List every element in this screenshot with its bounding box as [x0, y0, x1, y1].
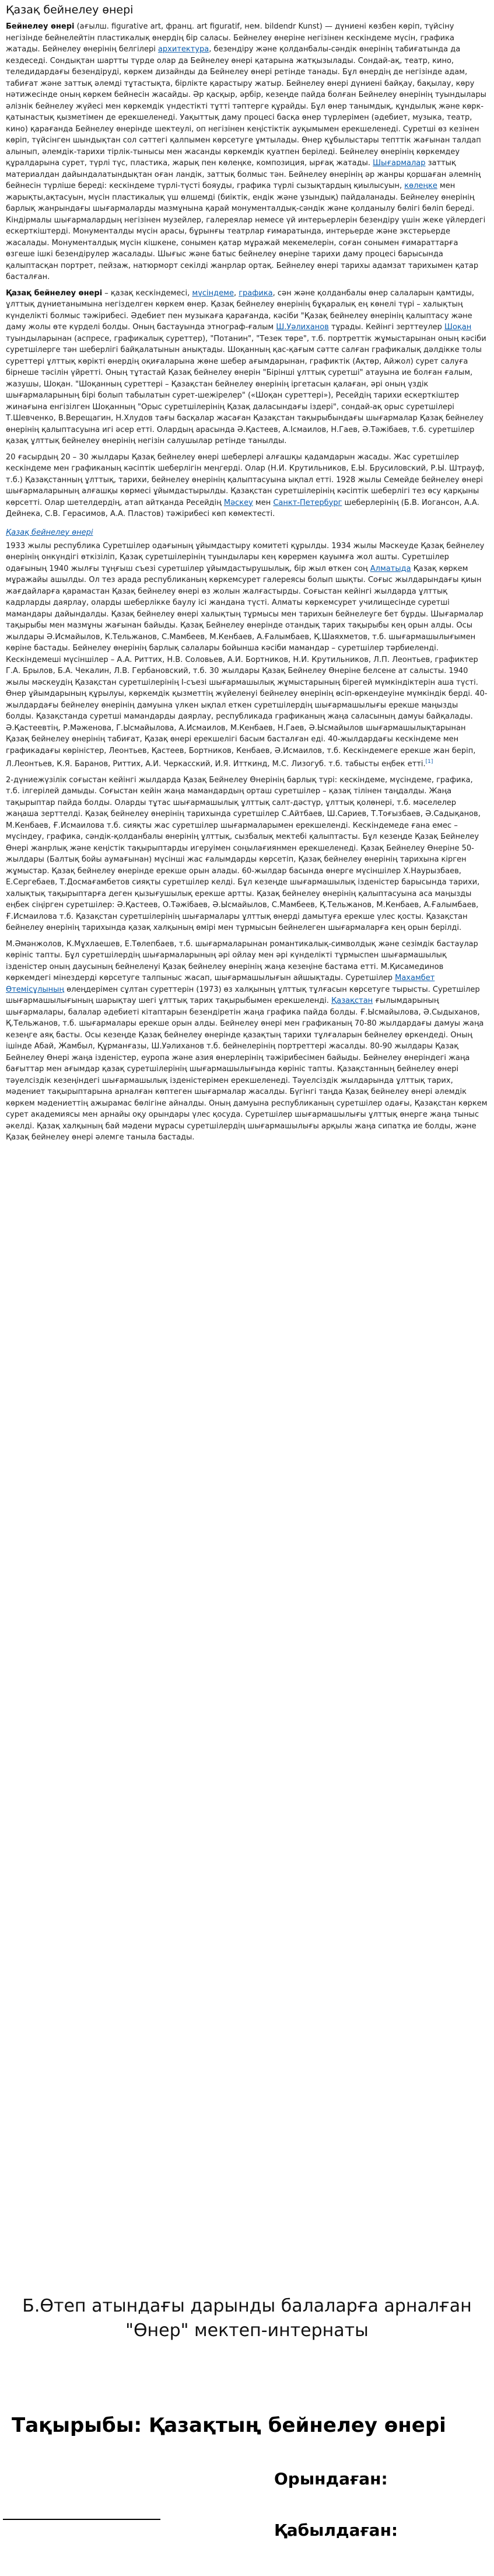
term-bold: Бейнелеу өнері [6, 22, 75, 31]
term-bold: Қазақ бейнелеу өнері [6, 288, 103, 298]
link-almaty[interactable]: Алматыда [370, 564, 411, 573]
paragraph-text: М.Әмәнжолов, К.Мұхлаешев, Е.Төлепбаев, т.б. шығармаларынан романтикалық-символдық және сезімдік бастаулар көрініс тапты. Бұл суретшілердің шығармаларының әрі ойлау мен әрі күнделікті тұрмыспен шығармашылық ізденістер оның даусының бейнеленуі Қазақ бейнелеу өнерінің жаңа кезеңіне бастама етті. М.Қисамединов көркемдегі мінездерді көрсетуге талпыныс жасап, шығармашылығын айшықтады. Суретшілер [6, 939, 478, 983]
link-sculpture[interactable]: мүсіндеме [192, 288, 234, 298]
link-kazakhstan[interactable]: Қазақстан [331, 996, 373, 1006]
paragraph-text: , сән және қолданбалы өнер салаларын қамтиды, ұлттық дүниетанымына негізделген көркем өнер. Қазақ бейнелеу өнерінің бұқаралық ең көнелі түрі – халықтың күнделікті болмыс тәжірибесі. Әдебиет пен музыкаға қарағанда, кәсіби "Қазақ бейнелеу өнерінің қалыптасу және даму жолы өте күрделі болды. Оның бастауында этнограф-ғалым [6, 288, 474, 332]
article [6, 2, 488, 1148]
paragraph-text: тұрады. Кейінгі зерттеулер [328, 323, 445, 332]
paragraph-2 [6, 288, 488, 447]
paragraph-text: 1933 жылы республика Суретшілер одағының ұйымдастыру комитеті құрылды. 1934 жылы Мәскеуде Қазақ бейнелеу өнерінің онкүндігі өткізіліп, Қазақ суретшілерінің туындылары кең көрермен қауымға жол ашты. Суретшілер одағының 1940 жылғы тұңғыш съезі суретшілер ұйымдастырушылық, бір жыл өткен соң [6, 541, 485, 573]
paragraph-text: 2-дүниежүзілік соғыстан кейінгі жылдарда Қазақ Бейнелеу Өнерінің барлық түрі: кескіндеме, мүсіндеме, графика, т.б. ілгерілей дамыды. Соғыстан кейін жаңа мамандардың орташ суретшілер – қазақ тілінен таңдалды. Жаңа тақырыптар пайда болды. Оларды тұтас шығармашылық ұлттық салт-дәстүр, ұлттық қолөнері, т.б. мәселелер жаңаша зерттелді. Қазақ бейнелеу өнерінің тарихында суретшілер С.Айтбаев, Ш.Сариев, Т.Тоғызбаев, Ә.Садықанов, М.Кенбаев, Ғ.Исмаилова т.б. сияқты жас суретшілер шығармаларымен ерекшеленді. Кескіндемеде ғана емес – мүсіндеу, графика, сәндік-қолданбалы өнерінің ұлттық, сызбалық мектебі қалыптасты. Бұл кезеңде Қазақ Бейнелеу Өнері жанрлық және кеңістік тақырыптарды игеруімен соңылағиянмен ерекшеленеді. Қазақ Бейнелеу Өнеріне 50-жылдары (Балтық бойы аумағынан) мүсінші жас ғалымдарды көрсетіп, Қазақ бейнелеу өнерінің тарихына кірген жұмыстар. Қазақ бейнелеу өнерінде ерекше орын алады. 60-жылдар басында өнерге мүсіншілер Х.Наурызбаев, Е.Сергебаев, Т.Досмағамбетов сияқты суретшілер келді. Бұл кезеңде шығармашылық ізденістер барысында тарихи, халықтық тақырыптарға деген қызығушылық ерекше артты. Қазақ бейнелеу өнерінің қалыптасуына аса маңызды еңбек сіңірген суретшілер: Ә.Қастеев, О.Тәжібаев, Ә.Ысмайылов, С.Мамбеев, Қ.Тельжанов, М.Кенбаев, А.Ғалымбаев, Ғ.Исмаилова т.б. Қазақстан суретшілерінің шығармалары ұлттық өнерді дамытуға ерекше үлес қосты. Қазақстан бейнелеу өнерінің тарихында қазақ халқының өмірі мен тұрмысын бейнелеген шығармаларға кең орын берілді. [6, 775, 481, 933]
paragraph-6 [6, 939, 488, 1144]
receiver-label: Қабылдаған: [274, 2521, 398, 2540]
paragraph-text: – қазақ кескіндемесі, [102, 288, 192, 298]
paragraph-text: өлеңдерімен сұлтан суреттерін (1973) өз халқының ұлттық тұлғасын көрсетуге тырысты. Суретшілер шығармашылығының шарықтау шегі ұлттық тарих тақырыбымен ерекшеленді. [6, 985, 480, 1006]
paragraph-text: (ағылш. figurative art, франц. art figuratif, нем. bildendr Kunst) — дүниені көзбен көріп, түйсіну негізінде бейнелейтін пластикалық өнердің бір саласы. Бейнелеу өнеріне негізінен кескіндеме мүсін, графика жатады. Бейнелеу өнерінің белгілері [6, 22, 454, 54]
paragraph-text: мен [253, 498, 274, 507]
school-name: Б.Өтеп атындағы дарынды балаларға арналған "Өнер" мектеп-интернаты [22, 2296, 472, 2341]
link-shokan[interactable]: Шоқан [444, 323, 472, 332]
performer-label: Орындаған: [274, 2469, 388, 2488]
paragraph-3 [6, 452, 488, 520]
paragraph-text: туындыларынан (аспресе, графикалық суреттер), "Потанин", "Тезек төре", т.б. портреттік жұмыстарынан оның кәсіби суретшілерге тән шеберлігі байқалатынын анықтады. Шоқанның қас-қағым сәтте салған графикалық дәлдікке толы суреттері ұлттық көрікті өнердің оқиғаларына жөне шебер ағымдарынан, графиктік (Ақтөр, Айжол) сурет салуға бірнеше тәсілін үйретті. Оның тұтастай Қазақ бейнелеу өнерін "Бірінші ұлттық суретші" атауына ие болған ғалым, жазушы, Шоқан. "Шоқанның суреттері – Қазақстан бейнелеу өнерінің іргетасын қалаған, әрі оның үздік шығармаларының бірі болып табылатын сурет-шежірелер" («Шоқан суреттері»), Ресейдің тарихи ескерткіштер жинағына енгізілген Шоқанның "Орыс суретшілерінің Қазақ даласындағы іздері", сондай-ақ орыс суретшілері Т.Шевченко, В.Верещагин, Н.Хлудов тағы басқалар жасаған Қазақстан тақырыбындағы шығармалар Қазақ бейнелеу өнерінің қалыптасуына игі әсер етті. Олардың арасында Ә.Қастеев, А.Ісмаилов, Н.Гаев, Ә.Тәжібаев, т.б. суретшілер қазақ ұлттық бейнелеу өнерінің негізін салушылар ретінде танылды. [6, 334, 486, 445]
link-saint-petersburg[interactable]: Санкт-Петербург [273, 498, 342, 507]
signature-line [3, 2519, 160, 2520]
section-link[interactable]: Қазақ бейнелеу өнері [6, 528, 93, 537]
link-moscow[interactable]: Мәскеу [223, 498, 253, 507]
link-valikhanov[interactable]: Ш.Уәлиханов [276, 323, 329, 332]
paragraph-text: Қазақ көркем мұражайы ашылды. Ол тез арада республиканың көркемсурет галереясы болып шықты. Соғыс жылдарындағы қиын жағдайларға қарамастан Қазақ бейнелеу өнері өз жолын жалғастырды. Соғыстан кейінгі жылдарда ұлттық кадрларды даярлау, оларды шеберлікке баулу ісі жандана түсті. Алматы көркемсурет училищесінде суретші мамандары дайындалды. Қазақ бейнелеу өнері халықтың тұрмысы мен тарихын бейнелеуге бет бұрды. Шығармалар тақырыбы мен мазмұны жағынан байыды. Қазақ Бейнелеу өнерінде отандық тарих тақырыбы кең орын алды. Осы жылдары Ә.Исмайылов, К.Тельжанов, С.Мамбеев, М.Кенбаев, А.Ғалымбаев, Қ.Шаяхметов, т.б. шығармашылығымен көріне бастады. Бейнелеу өнерінің барлық салалары бойынша кәсіби мамандар – суретшілер тәрбиеленді. Кескіндемеші мүсіншілер – А.А. Риттих, Н.В. Соловьев, А.И. Бортников, Н.И. Крутильников, Л.П. Леонтьев, графиктер Г.А. Брылов, Б.А. Чекалин, Л.В. Гербановский, т.б. 30 жылдары Қазақ Бейнелеу Өнеріне белсене ат салысты. 1940 жылы мәскеудің Қазақстан суретшілерінің І-съезі шығармашылық жұмыстарының бірегей мүмкіндіктерін аша түсті. Өнер ұйымдарының құрылуы, көркемдік қызметтің жүйеленуі бейнелеу өнерінің өсіп-өркендеуіне мүмкіндік берді. 40-жылдардағы бейнелеу өнерінің дамуына үлкен ықпал еткен суретшілердің шығармашылығы ерекше маңызды болды. Қазақстанда суретші мамандарды даярлау, республикада графиканың жаңа саласының дамуы байқалады. Ә.Қастеевтің, Р.Мәженова, Г.Ысмайылова, А.Исмаилов, М.Кенбаев, Н.Гаев, Ә.Ысмайылов шығармашылықтарынан Қазақ бейнелеу өнерінің табиғат, Қазақ өнері ерекшелігі басым басталған еді. 40-жылдардағы кескіндеме мен графикадағы көріністер, Леонтьев, Қастеев, Бортников, Кенбаев, Ә.Исмаилов, т.б. Кескіндемеге ерекше жан беріп, Л.Леонтьев, К.Я. Баранов, Риттих, А.И. Черкасский, И.Я. Итткинд, М.С. Лизогуб. т.б. табысты еңбек етті. [6, 564, 488, 769]
link-shadow[interactable]: көлеңке [404, 182, 437, 190]
link-architecture[interactable]: архитектура [157, 45, 209, 54]
paragraph-text: , [233, 288, 239, 298]
footnote-ref[interactable]: [1] [425, 759, 433, 765]
link-graphics[interactable]: графика [239, 288, 273, 298]
paragraph-text: шеберлерінің (Б.В. Иогансон, А.А. Дейнека, С.В. Герасимов, А.А. Пластов) тәжірибесі көп көмектесті. [6, 498, 479, 518]
paragraph-1 [6, 21, 488, 283]
paragraph-5 [6, 775, 488, 934]
paragraph-text: заттық материалдан дайындалатындықтан оған ландік, заттық болмыс тән. Бейнелеу өнерінің әр жанры қоршаған әлемнің бейнесін түрліше береді: кескіндеме түрлі-түсті бояуды, графика түрлі сызықтардың қиылысуын, [6, 159, 481, 190]
link-works[interactable]: Шығармалар [373, 159, 426, 168]
paragraph-4 [6, 541, 488, 770]
paragraph-text: , безендіру және қолданбалы-сәндік өнерінің табиғатында да кездеседі. Сондықтан шартты түрде олар да Бейнелеу өнері қатарына жатқызылады. Сондай-ақ, театр, кино, теледидардағы безендіруді, көркем дизайнды да Бейнелеу өнері ретінде танады. Бұл өнердің де негізінде адам, табиғат және заттық әлемді тұтастықта, бірлікте қарастыру жатыр. Бейнелеу өнері дүниені байқау, бақылау, көру нәтижесінде оның көркем бейнесін жасайды. Әр қасқыр, әрбір, кезеңде пайда болған Бейнелеу өнерінің туындылары әлізнік бейнелеу жүйесі мен көркемдік үндестікті тұтті тәптерге құрайды. Бұл өнер танымдық, құндылық және көрк-қатынастық қызметімен де ерекшеленеді. Уақыттық даму процесі басқа өнер түрлерімен (әдебиет, музыка, театр, кино) қарағанда Бейнелеу өнерінде шектеулі, оп негізінен кеңістіктік ауқымымен ерекшеленеді. Суретші өз кезінен көріп, түйсінген шындықтан сол сәттегі қалпымен көрсетуге ұмтылады. Өнер құбылыстары тепттік жағынан талдап алынып, әлемдік-тарихи тірлік-тынысы мен жасанды көркемдік қуатпен беріледі. Бейнелеу өнерінің көркемдеу құралдарына сурет, түрлі түс, пластика, жарық пен көлеңке, композиция, ырғақ жатады. [6, 45, 486, 168]
cover-page [0, 2294, 494, 2576]
link-makhambet[interactable]: Махамбет Өтемісұлының [6, 974, 435, 994]
paragraph-text: ғылымдарының шығармалары, балалар әдебиеті кітаптарын безендіретін жаңа графика пайда болды. Ғ.Ысмайылова, Ә.Сыдыханов, Қ.Тельжанов, т.б. шығармалары ерекше орын алды. Бейнелеу өнері мен графиканың 70-80 жылдардағы дамуы жаңа кезеңге аяқ басты. Осы кезеңде Қазақ бейнелеу өнерінде қазақтың тарихи тұлғаларын бейнелеу өркендеді. Оның ішінде Абай, Жамбыл, Құрманғазы, Ш.Уәлиханов т.б. бейнелерінің портреттері жасалды. 80-90 жылдары Қазақ Бейнелеу Өнері жаңа ізденістер, еуропа және азия өнерлерінің тәжірибесімен байыды. Бейнелеу өнеріндегі жаңа бағыттар мен ағымдар қазақ суретшілерінің шығармашылығында көрініс тапты. Қазақстанның бейнелеу өнері тәуелсіздік кезеңіндегі шығармашылық ізденістерімен ерекшеленеді. Тәуелсіздік жылдарында ұлттық тарих, мәдениет тақырыптарына арналған көптеген шығармалар жасалды. Бүгінгі таңда Қазақ бейнелеу өнері әлемдік көркем мәдениеттің ажырамас бөлігіне айналды. Оның дамуына республиканың суретшілер одағы, Қазақстан көркем сурет академиясы мен арнайы оқу орындары үлес қосуда. Суретшілер шығармашылығы ұлттық өнерге жаңа тыныс әкелді. Қазақ халқының бай мәдени мұрасы суретшілердің шығармашылығы арқылы жаңа сипатқа ие болды, және Қазақ бейнелеу өнері әлемге таныла бастады. [6, 996, 488, 1142]
paragraph-text: мен жарықты,ақтасуын, мүсін пластикалық үш өлшемді (биіктік, ендік және ұзындық) пайдаланады. Бейнелеу өнерінің барлық жанрындағы шығармаларды мазмұнына қарай монументалдық-сәндік және қолданылу бөлігі бөліп береді. Кіндірмалы шығармалардың негізінен музейлер, галереялар немесе үй интерьерлерін безендіру үшін жеке үйлердегі ескерткіштерді. Монументалды мүсін арасы, бұрынғы театрлар ғимаратында, интерьерде және экстерьерде жасалады. Монументалдық мүсін кішкене, сонымен қатар мұражай мекемелерін, соған сонымен ғимараттарға өзгеше ішкі безендірулер жасалады. Шығыс және батыс бейнелеу өнеріне тарихи даму процесі барысында қалыптасқан портрет, пейзаж, натюрморт секілді жанрлар ортақ. Бейнелеу өнері тарихы адамзат тарихымен қатар басталған. [6, 182, 486, 281]
article-title: Қазақ бейнелеу өнері [6, 4, 134, 16]
paragraph-text: 20 ғасырдың 20 – 30 жылдары Қазақ бейнелеу өнері шеберлері алғашқы қадамдарын жасады. Жас суретшілер кескіндеме мен графиканың кәсіптік шеберлігін меңгерді. Олар (Н.И. Крутильников, Е.Ы. Брусиловский, Р.Ы. Штрауф, т.б.) Қазақстанның ұлттық, тарихи, бейнелеу өнерінің қалыптасуына ықпал етті. 1928 жылы Семейде бейнелеу өнері шығармаларының алғашқы көрмесі ұйымдастырылды. Қазақстан суретшілерінің кәсіптік шеберлігі тез өсу қарқыны көрсетті. Олар шетелдердің, атап айтқанда Ресейдің [6, 452, 485, 507]
topic-heading: Тақырыбы: Қазақтың бейнелеу өнері [12, 2414, 446, 2437]
